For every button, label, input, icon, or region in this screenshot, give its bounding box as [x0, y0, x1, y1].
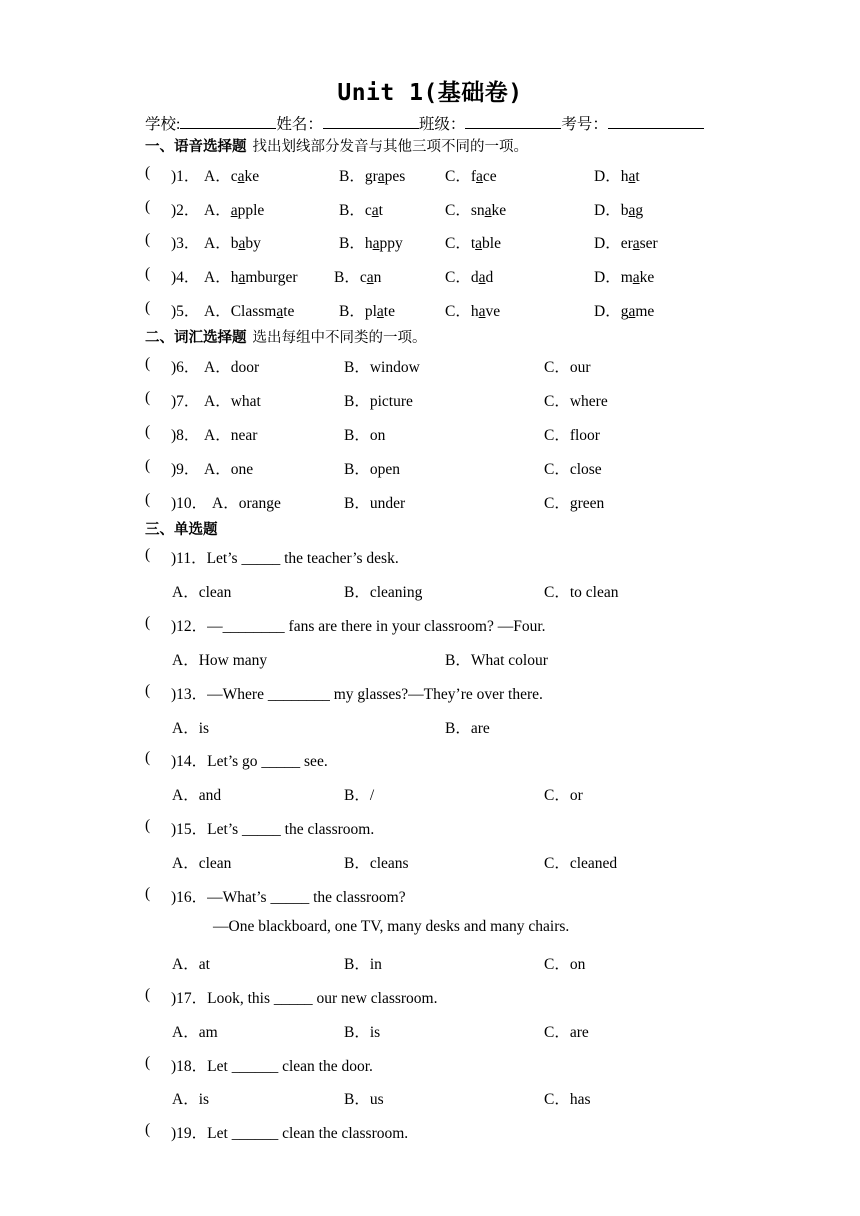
- question-number: )3．: [171, 235, 200, 252]
- answer-paren[interactable]: (: [145, 491, 151, 508]
- section-1-heading: [145, 135, 528, 156]
- option-d[interactable]: [594, 198, 643, 220]
- option-a[interactable]: [204, 265, 298, 287]
- question-19: [0, 1121, 860, 1145]
- word-part: h: [364, 235, 373, 252]
- word-part: b: [620, 202, 629, 219]
- option-b[interactable]: B．under: [344, 495, 406, 512]
- option-letter: A．: [204, 269, 231, 286]
- option-letter: C．: [445, 202, 471, 219]
- word-part: h: [620, 168, 629, 185]
- class-blank[interactable]: [465, 114, 561, 129]
- option-d[interactable]: [594, 231, 658, 253]
- option-c[interactable]: C．close: [544, 461, 602, 478]
- question-14: [0, 749, 860, 773]
- word-part: te: [383, 303, 395, 320]
- option-c[interactable]: C．cleaned: [544, 855, 618, 872]
- option-b[interactable]: [339, 198, 383, 220]
- option-letter: C．: [445, 269, 471, 286]
- word-part: t: [470, 235, 476, 252]
- question-17: [0, 986, 860, 1010]
- word-part: g: [620, 303, 629, 320]
- question-5: [0, 299, 860, 323]
- option-c[interactable]: C．green: [544, 495, 605, 512]
- word-part: d: [485, 269, 494, 286]
- question-number: )9．: [171, 461, 200, 478]
- word-part: c: [230, 168, 238, 185]
- question-14-options: [0, 783, 860, 807]
- option-c[interactable]: C．are: [544, 1024, 589, 1041]
- question-6: [0, 355, 860, 379]
- question-18: [0, 1054, 860, 1078]
- word-part: by: [245, 235, 261, 252]
- option-b[interactable]: B．cleans: [344, 855, 409, 872]
- word-part: b: [230, 235, 239, 252]
- word-part: mburger: [245, 269, 298, 286]
- question-stem: )17．Look, this _____ our new classroom.: [171, 990, 438, 1007]
- underlined-letter: a: [484, 202, 492, 219]
- school-label: 学校:: [145, 116, 181, 133]
- option-letter: B．: [339, 168, 365, 185]
- option-letter: C．: [445, 235, 471, 252]
- answer-paren[interactable]: (: [145, 885, 151, 902]
- option-a[interactable]: [204, 231, 261, 253]
- word-part: h: [470, 303, 479, 320]
- option-c[interactable]: [445, 164, 497, 186]
- underlined-letter: a: [238, 235, 246, 252]
- underlined-letter: a: [237, 168, 245, 185]
- answer-paren[interactable]: (: [145, 231, 151, 248]
- word-part: ppy: [379, 235, 403, 252]
- option-b[interactable]: B．What colour: [445, 652, 548, 669]
- underlined-letter: a: [276, 303, 284, 320]
- option-letter: B．: [339, 202, 365, 219]
- word-part: pes: [384, 168, 406, 185]
- underlined-letter: a: [366, 269, 374, 286]
- option-b[interactable]: B．are: [445, 720, 490, 737]
- option-letter: A．: [204, 202, 231, 219]
- section-3-heading: [145, 518, 218, 539]
- option-letter: D．: [594, 235, 621, 252]
- option-letter: D．: [594, 168, 621, 185]
- question-number: )2．: [171, 202, 200, 219]
- underlined-letter: a: [238, 269, 246, 286]
- option-letter: A．: [204, 235, 231, 252]
- answer-paren[interactable]: (: [145, 1054, 151, 1071]
- option-c[interactable]: C．has: [544, 1091, 591, 1108]
- section-2-title: 二、词汇选择题: [145, 330, 247, 346]
- option-a[interactable]: A．clean: [172, 584, 232, 601]
- answer-paren[interactable]: (: [145, 817, 151, 834]
- option-a[interactable]: A．orange: [212, 495, 281, 512]
- option-letter: A．: [204, 168, 231, 185]
- option-a[interactable]: A．near: [204, 427, 258, 444]
- question-stem: )12．—________ fans are there in your classroom? —Four.: [171, 618, 546, 635]
- answer-paren[interactable]: (: [145, 1121, 151, 1138]
- word-part: pple: [237, 202, 265, 219]
- option-b[interactable]: B．/: [344, 787, 375, 804]
- name-blank[interactable]: [323, 114, 419, 129]
- question-13-options: [0, 716, 860, 740]
- option-c[interactable]: C．on: [544, 956, 586, 973]
- question-3: [0, 231, 860, 255]
- answer-paren[interactable]: (: [145, 265, 151, 282]
- option-c[interactable]: C．our: [544, 359, 591, 376]
- student-info-line: [145, 112, 704, 134]
- answer-paren[interactable]: (: [145, 614, 151, 631]
- question-number: )5．: [171, 303, 200, 320]
- word-part: gr: [364, 168, 378, 185]
- question-stem: )16．—What’s _____ the classroom?: [171, 889, 406, 906]
- answer-paren[interactable]: (: [145, 164, 151, 181]
- option-c[interactable]: C．or: [544, 787, 583, 804]
- option-c[interactable]: [445, 198, 506, 220]
- word-part: m: [620, 269, 633, 286]
- underlined-letter: a: [376, 303, 384, 320]
- word-part: te: [283, 303, 295, 320]
- option-b[interactable]: [334, 265, 381, 287]
- question-1: [0, 164, 860, 188]
- option-a[interactable]: A．How many: [172, 652, 268, 669]
- question-number: )7．: [171, 393, 200, 410]
- option-a[interactable]: A．at: [172, 956, 210, 973]
- word-part: ve: [485, 303, 501, 320]
- option-c[interactable]: [445, 299, 500, 321]
- option-b[interactable]: B．in: [344, 956, 382, 973]
- option-b[interactable]: [339, 164, 405, 186]
- option-b[interactable]: B．window: [344, 359, 420, 376]
- option-c[interactable]: [445, 265, 493, 287]
- class-label: 班级：: [418, 116, 466, 133]
- question-17-options: [0, 1020, 860, 1044]
- underlined-letter: a: [628, 168, 636, 185]
- answer-paren[interactable]: (: [145, 457, 151, 474]
- word-part: g: [635, 202, 644, 219]
- option-a[interactable]: A．and: [172, 787, 222, 804]
- word-part: ble: [482, 235, 501, 252]
- question-stem: )15．Let’s _____ the classroom.: [171, 821, 375, 838]
- number-label: 考号：: [561, 116, 608, 133]
- question-15-options: [0, 851, 860, 875]
- option-letter: C．: [445, 168, 471, 185]
- school-blank[interactable]: [180, 114, 276, 129]
- answer-paren[interactable]: (: [145, 546, 151, 563]
- question-11-options: [0, 580, 860, 604]
- word-part: me: [635, 303, 655, 320]
- option-a[interactable]: A．is: [172, 1091, 210, 1108]
- section-2-desc: 选出每组中不同类的一项。: [252, 330, 427, 346]
- word-part: h: [230, 269, 239, 286]
- answer-paren[interactable]: (: [145, 198, 151, 215]
- name-label: 姓名：: [276, 116, 323, 133]
- word-part: c: [364, 202, 372, 219]
- option-b[interactable]: B．is: [344, 1024, 381, 1041]
- question-13: [0, 682, 860, 706]
- question-stem: )19．Let ______ clean the classroom.: [171, 1125, 409, 1142]
- section-2-heading: [145, 326, 427, 347]
- question-stem: )18．Let ______ clean the door.: [171, 1058, 373, 1075]
- question-11: [0, 546, 860, 570]
- option-b[interactable]: [339, 299, 395, 321]
- option-a[interactable]: [204, 164, 259, 186]
- option-b[interactable]: B．on: [344, 427, 386, 444]
- option-a[interactable]: A．am: [172, 1024, 218, 1041]
- option-letter: D．: [594, 303, 621, 320]
- option-c[interactable]: C．where: [544, 393, 608, 410]
- question-stem: )11．Let’s _____ the teacher’s desk.: [171, 550, 399, 567]
- question-number: )8．: [171, 427, 200, 444]
- section-3-title: 三、单选题: [145, 522, 218, 538]
- underlined-letter: a: [632, 269, 640, 286]
- word-part: ke: [491, 202, 507, 219]
- underlined-letter: a: [628, 303, 636, 320]
- word-part: t: [635, 168, 640, 185]
- question-16-options: [0, 952, 860, 976]
- word-part: d: [470, 269, 479, 286]
- question-18-options: [0, 1087, 860, 1111]
- underlined-letter: a: [371, 202, 379, 219]
- option-letter: B．: [339, 303, 365, 320]
- question-10: [0, 491, 860, 515]
- underlined-letter: a: [478, 303, 486, 320]
- word-part: ser: [639, 235, 658, 252]
- word-part: c: [359, 269, 367, 286]
- answer-paren[interactable]: (: [145, 682, 151, 699]
- underlined-letter: a: [377, 168, 385, 185]
- word-part: t: [378, 202, 383, 219]
- section-1-title: 一、语音选择题: [145, 139, 247, 155]
- option-a[interactable]: A．clean: [172, 855, 232, 872]
- option-a[interactable]: A．is: [172, 720, 210, 737]
- underlined-letter: a: [632, 235, 640, 252]
- option-c[interactable]: [445, 231, 501, 253]
- answer-paren[interactable]: (: [145, 355, 151, 372]
- question-16-stem-line-2: [0, 918, 860, 942]
- question-number: )6．: [171, 359, 200, 376]
- word-part: ce: [482, 168, 497, 185]
- question-4: [0, 265, 860, 289]
- question-12: [0, 614, 860, 638]
- question-2: [0, 198, 860, 222]
- option-d[interactable]: [594, 265, 654, 287]
- question-7: [0, 389, 860, 413]
- word-part: ke: [244, 168, 260, 185]
- word-part: n: [373, 269, 382, 286]
- question-stem: )13．—Where ________ my glasses?—They’re over there.: [171, 686, 543, 703]
- option-c[interactable]: C．to clean: [544, 584, 619, 601]
- section-1-desc: 找出划线部分发音与其他三项不同的一项。: [252, 139, 528, 155]
- underlined-letter: a: [372, 235, 380, 252]
- word-part: sn: [470, 202, 485, 219]
- question-stem-continued: —One blackboard, one TV, many desks and many chairs.: [213, 918, 570, 935]
- option-letter: D．: [594, 269, 621, 286]
- option-d[interactable]: [594, 164, 640, 186]
- question-stem: )14．Let’s go _____ see.: [171, 753, 328, 770]
- option-b[interactable]: B．cleaning: [344, 584, 423, 601]
- option-letter: B．: [339, 235, 365, 252]
- underlined-letter: a: [628, 202, 636, 219]
- option-a[interactable]: A．door: [204, 359, 260, 376]
- option-a[interactable]: [204, 299, 294, 321]
- underlined-letter: a: [475, 235, 483, 252]
- answer-paren[interactable]: (: [145, 423, 151, 440]
- option-a[interactable]: A．what: [204, 393, 261, 410]
- answer-paren[interactable]: (: [145, 986, 151, 1003]
- question-number: )10．: [171, 495, 208, 512]
- option-a[interactable]: [204, 198, 264, 220]
- option-b[interactable]: B．us: [344, 1091, 384, 1108]
- word-part: Classm: [230, 303, 277, 320]
- word-part: pl: [364, 303, 377, 320]
- option-letter: D．: [594, 202, 621, 219]
- question-15: [0, 817, 860, 841]
- question-8: [0, 423, 860, 447]
- option-a[interactable]: A．one: [204, 461, 254, 478]
- option-b[interactable]: B．open: [344, 461, 400, 478]
- underlined-letter: a: [230, 202, 238, 219]
- word-part: ke: [639, 269, 655, 286]
- question-16: [0, 885, 860, 909]
- page-title: Unit 1(基础卷): [337, 80, 523, 106]
- option-d[interactable]: [594, 299, 654, 321]
- option-c[interactable]: C．floor: [544, 427, 600, 444]
- question-12-options: [0, 648, 860, 672]
- word-part: er: [620, 235, 633, 252]
- option-b[interactable]: [339, 231, 403, 253]
- answer-paren[interactable]: (: [145, 299, 151, 316]
- question-9: [0, 457, 860, 481]
- answer-paren[interactable]: (: [145, 749, 151, 766]
- question-number: )1．: [171, 168, 200, 185]
- option-letter: B．: [334, 269, 360, 286]
- word-part: f: [470, 168, 477, 185]
- answer-paren[interactable]: (: [145, 389, 151, 406]
- underlined-letter: a: [478, 269, 486, 286]
- option-b[interactable]: B．picture: [344, 393, 413, 410]
- option-letter: C．: [445, 303, 471, 320]
- question-number: )4．: [171, 269, 200, 286]
- number-blank[interactable]: [608, 114, 704, 129]
- underlined-letter: a: [476, 168, 483, 185]
- option-letter: A．: [204, 303, 231, 320]
